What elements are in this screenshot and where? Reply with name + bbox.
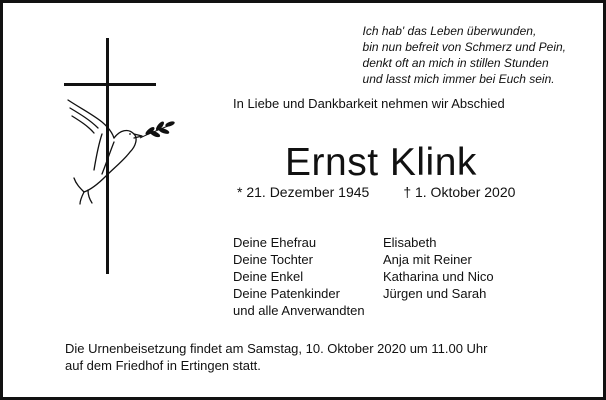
deceased-name: Ernst Klink xyxy=(285,141,477,184)
relation-item: Deine Enkel xyxy=(233,269,304,284)
cross-dove-emblem xyxy=(58,38,178,278)
mourner-name: Katharina und Nico xyxy=(383,269,494,284)
dove-icon xyxy=(68,100,142,204)
death-date: † 1. Oktober 2020 xyxy=(403,184,516,200)
burial-notice xyxy=(65,340,488,374)
notice-line: auf dem Friedhof in Ertingen statt. xyxy=(65,358,261,373)
mourner-name: Elisabeth xyxy=(383,235,437,250)
memorial-poem xyxy=(363,23,566,87)
relation-item: und alle Anverwandten xyxy=(233,303,365,318)
poem-line: Ich hab' das Leben überwunden, xyxy=(362,24,537,38)
poem-line: denkt oft an mich in stillen Stunden xyxy=(362,56,549,70)
birth-date: * 21. Dezember 1945 xyxy=(237,184,370,200)
relation-item: Deine Tochter xyxy=(233,252,313,267)
relation-item: Deine Patenkinder xyxy=(233,286,340,301)
poem-line: bin nun befreit von Schmerz und Pein, xyxy=(362,40,566,54)
poem-line: und lasst mich immer bei Euch sein. xyxy=(362,72,555,86)
mourner-name: Jürgen und Sarah xyxy=(383,286,487,301)
farewell-text: In Liebe und Dankbarkeit nehmen wir Abschied xyxy=(233,96,505,111)
cross-icon xyxy=(64,38,156,274)
notice-line: Die Urnenbeisetzung findet am Samstag, 10. Oktober 2020 um 11.00 Uhr xyxy=(65,341,488,356)
olive-branch-icon xyxy=(140,121,175,138)
mourner-names xyxy=(383,234,494,302)
relation-item: Deine Ehefrau xyxy=(233,235,317,250)
life-dates xyxy=(237,184,515,200)
mourner-relations xyxy=(233,234,365,319)
mourner-name: Anja mit Reiner xyxy=(383,252,472,267)
